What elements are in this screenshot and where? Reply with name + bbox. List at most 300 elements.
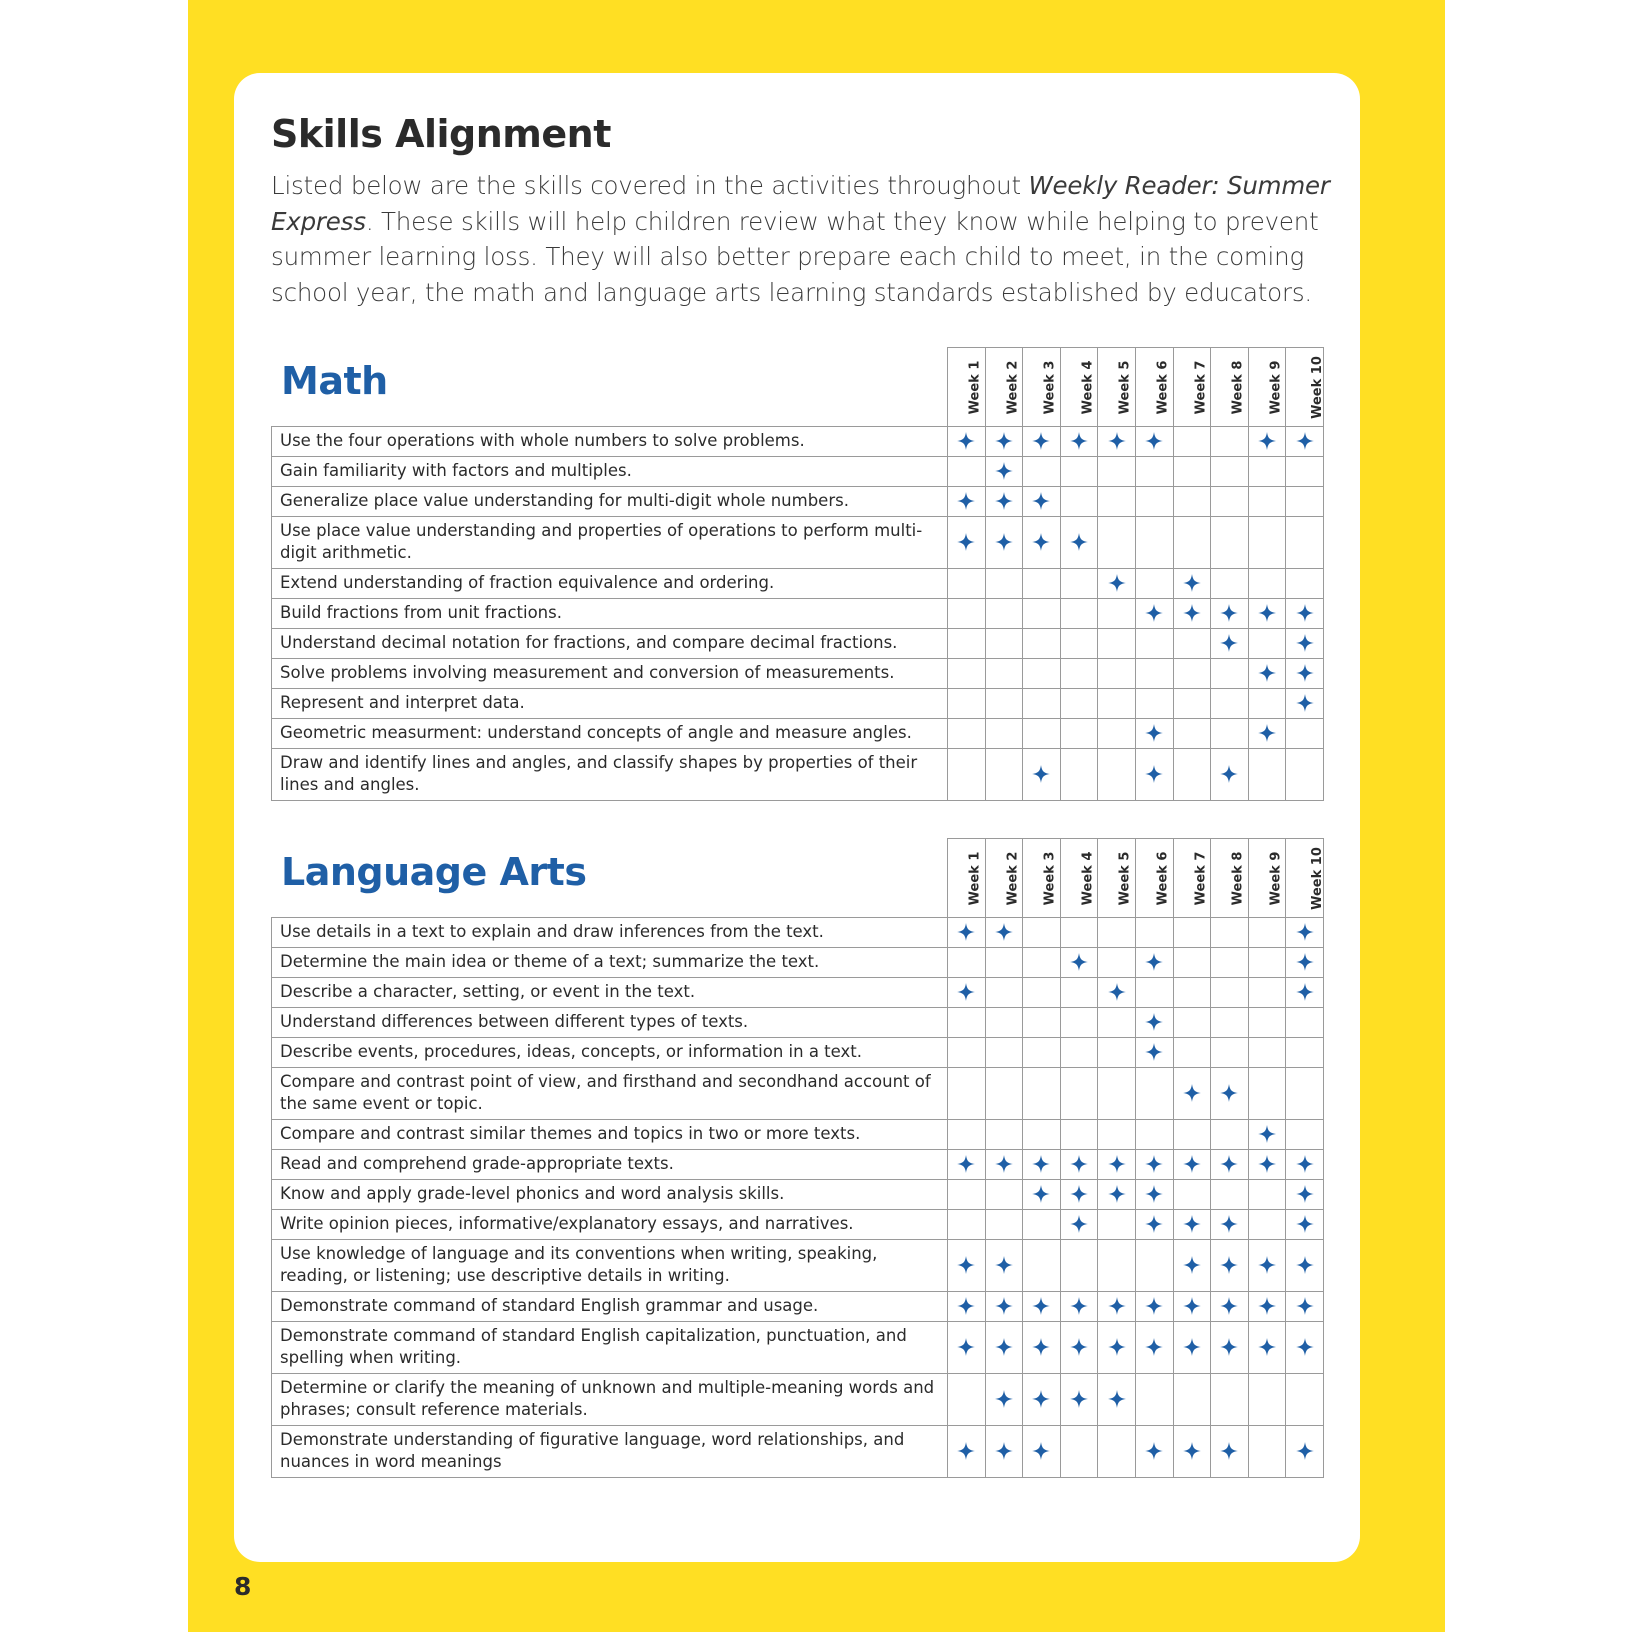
four-point-star-icon [995,1297,1013,1315]
week-10-cell [1286,1240,1324,1292]
week-4-cell [1060,487,1098,517]
week-8-cell [1211,1038,1249,1068]
skill-label: Geometric measurment: understand concepts of angle and measure angles. [272,719,948,749]
week-2-cell [985,1068,1023,1120]
four-point-star-icon [1183,574,1201,592]
book-title: Weekly Reader: Summer Express [271,171,1330,236]
four-point-star-icon [1145,1215,1163,1233]
skill-label: Draw and identify lines and angles, and classify shapes by properties of their lines and angles. [272,749,948,801]
skill-label: Determine the main idea or theme of a text; summarize the text. [272,948,948,978]
week-10-cell [1286,1426,1324,1478]
four-point-star-icon [1258,724,1276,742]
week-header-8 [1211,839,1249,918]
week-label: Week 9 [1268,360,1284,415]
week-3-cell [1023,1068,1061,1120]
week-9-cell [1248,1120,1286,1150]
week-10-cell [1286,487,1324,517]
week-4-cell [1060,659,1098,689]
four-point-star-icon [1220,1084,1238,1102]
week-9-cell [1248,1322,1286,1374]
week-6-cell [1135,1120,1173,1150]
skill-row [272,1240,1324,1292]
week-3-cell [1023,1008,1061,1038]
skill-row [272,1120,1324,1150]
week-10-cell [1286,457,1324,487]
skill-row [272,457,1324,487]
week-8-cell [1211,1180,1249,1210]
week-header-9 [1248,839,1286,918]
week-label: Week 6 [1155,851,1171,906]
week-2-cell [985,1180,1023,1210]
week-1-cell [948,719,986,749]
skill-label: Know and apply grade-level phonics and word analysis skills. [272,1180,948,1210]
four-point-star-icon [1258,1155,1276,1173]
skill-row [272,1322,1324,1374]
week-3-cell [1023,517,1061,569]
four-point-star-icon [1032,1390,1050,1408]
week-8-cell [1211,719,1249,749]
week-3-cell [1023,1322,1061,1374]
four-point-star-icon [957,1442,975,1460]
week-header-7 [1173,348,1211,427]
week-2-cell [985,569,1023,599]
week-2-cell [985,457,1023,487]
week-10-cell [1286,689,1324,719]
week-5-cell [1098,1120,1136,1150]
page-number: 8 [234,1572,252,1601]
week-label: Week 1 [967,851,983,906]
week-10-cell [1286,659,1324,689]
week-2-cell [985,1240,1023,1292]
week-1-cell [948,1292,986,1322]
week-9-cell [1248,918,1286,948]
week-2-cell [985,1322,1023,1374]
four-point-star-icon [1070,1390,1088,1408]
week-10-cell [1286,427,1324,457]
week-8-cell [1211,629,1249,659]
week-7-cell [1173,517,1211,569]
skill-row [272,1426,1324,1478]
week-7-cell [1173,749,1211,801]
week-4-cell [1060,427,1098,457]
four-point-star-icon [1145,432,1163,450]
four-point-star-icon [1070,533,1088,551]
week-3-cell [1023,918,1061,948]
week-6-cell [1135,719,1173,749]
week-3-cell [1023,457,1061,487]
week-6-cell [1135,1426,1173,1478]
week-5-cell [1098,1426,1136,1478]
week-label: Week 4 [1080,360,1096,415]
week-2-cell [985,659,1023,689]
skill-row [272,487,1324,517]
week-6-cell [1135,659,1173,689]
week-label: Week 10 [1310,847,1326,910]
week-7-cell [1173,978,1211,1008]
skill-row [272,689,1324,719]
intro-paragraph [271,168,1331,310]
four-point-star-icon [1296,953,1314,971]
week-header-3 [1023,348,1061,427]
week-header-5 [1098,839,1136,918]
week-8-cell [1211,599,1249,629]
week-6-cell [1135,1008,1173,1038]
week-5-cell [1098,1068,1136,1120]
week-3-cell [1023,978,1061,1008]
week-2-cell [985,749,1023,801]
week-8-cell [1211,978,1249,1008]
four-point-star-icon [995,1442,1013,1460]
week-10-cell [1286,978,1324,1008]
week-8-cell [1211,517,1249,569]
four-point-star-icon [995,492,1013,510]
week-9-cell [1248,1008,1286,1038]
skill-label: Demonstrate understanding of figurative language, word relationships, and nuances in word meanings [272,1426,948,1478]
week-5-cell [1098,517,1136,569]
week-1-cell [948,948,986,978]
four-point-star-icon [1296,604,1314,622]
week-3-cell [1023,1292,1061,1322]
week-9-cell [1248,457,1286,487]
math-section [271,347,1326,801]
four-point-star-icon [1032,1297,1050,1315]
week-7-cell [1173,1292,1211,1322]
skill-row [272,1008,1324,1038]
week-4-cell [1060,719,1098,749]
week-2-cell [985,629,1023,659]
week-5-cell [1098,487,1136,517]
four-point-star-icon [1145,1185,1163,1203]
week-4-cell [1060,749,1098,801]
four-point-star-icon [957,983,975,1001]
skill-row [272,719,1324,749]
week-label: Week 8 [1230,360,1246,415]
week-8-cell [1211,1150,1249,1180]
week-6-cell [1135,517,1173,569]
four-point-star-icon [995,1338,1013,1356]
week-5-cell [1098,569,1136,599]
week-8-cell [1211,1426,1249,1478]
week-9-cell [1248,1292,1286,1322]
four-point-star-icon [957,1297,975,1315]
week-5-cell [1098,599,1136,629]
week-8-cell [1211,1292,1249,1322]
four-point-star-icon [1220,1297,1238,1315]
week-8-cell [1211,749,1249,801]
week-header-5 [1098,348,1136,427]
week-5-cell [1098,1150,1136,1180]
four-point-star-icon [957,432,975,450]
week-7-cell [1173,427,1211,457]
four-point-star-icon [1108,1185,1126,1203]
four-point-star-icon [1145,953,1163,971]
week-1-cell [948,1180,986,1210]
week-2-cell [985,1120,1023,1150]
week-6-cell [1135,689,1173,719]
skill-label: Understand differences between different types of texts. [272,1008,948,1038]
four-point-star-icon [1108,432,1126,450]
week-label: Week 2 [1004,360,1020,415]
four-point-star-icon [1296,634,1314,652]
week-5-cell [1098,918,1136,948]
four-point-star-icon [1070,1185,1088,1203]
skill-label: Demonstrate command of standard English capitalization, punctuation, and spelling when writing. [272,1322,948,1374]
week-8-cell [1211,1008,1249,1038]
skill-label: Solve problems involving measurement and conversion of measurements. [272,659,948,689]
week-3-cell [1023,749,1061,801]
week-4-cell [1060,1210,1098,1240]
week-1-cell [948,1322,986,1374]
four-point-star-icon [995,533,1013,551]
week-label: Week 9 [1268,851,1284,906]
week-1-cell [948,1210,986,1240]
week-3-cell [1023,599,1061,629]
week-7-cell [1173,487,1211,517]
skill-label: Describe events, procedures, ideas, concepts, or information in a text. [272,1038,948,1068]
week-header-7 [1173,839,1211,918]
week-1-cell [948,1426,986,1478]
skill-row [272,1292,1324,1322]
week-label: Week 7 [1192,360,1208,415]
week-8-cell [1211,569,1249,599]
week-3-cell [1023,1210,1061,1240]
skill-label: Demonstrate command of standard English grammar and usage. [272,1292,948,1322]
week-6-cell [1135,1322,1173,1374]
four-point-star-icon [1183,1084,1201,1102]
week-1-cell [948,749,986,801]
week-5-cell [1098,1008,1136,1038]
week-6-cell [1135,1038,1173,1068]
skill-label: Extend understanding of fraction equivalence and ordering. [272,569,948,599]
week-10-cell [1286,1210,1324,1240]
week-3-cell [1023,1120,1061,1150]
skill-row [272,427,1324,457]
week-8-cell [1211,948,1249,978]
week-2-cell [985,1210,1023,1240]
four-point-star-icon [1296,983,1314,1001]
week-9-cell [1248,1150,1286,1180]
week-1-cell [948,1068,986,1120]
week-3-cell [1023,659,1061,689]
skill-label: Build fractions from unit fractions. [272,599,948,629]
language-arts-section [271,838,1326,1478]
week-8-cell [1211,1068,1249,1120]
four-point-star-icon [957,923,975,941]
week-10-cell [1286,948,1324,978]
week-4-cell [1060,1150,1098,1180]
four-point-star-icon [1032,1155,1050,1173]
week-label: Week 2 [1004,851,1020,906]
week-10-cell [1286,569,1324,599]
week-9-cell [1248,689,1286,719]
week-9-cell [1248,1038,1286,1068]
week-label: Week 6 [1155,360,1171,415]
week-10-cell [1286,719,1324,749]
skill-label: Compare and contrast point of view, and firsthand and secondhand account of the same event or topic. [272,1068,948,1120]
four-point-star-icon [1032,533,1050,551]
skill-label: Understand decimal notation for fractions, and compare decimal fractions. [272,629,948,659]
week-1-cell [948,599,986,629]
week-6-cell [1135,948,1173,978]
week-label: Week 10 [1310,356,1326,419]
week-5-cell [1098,719,1136,749]
week-6-cell [1135,629,1173,659]
week-7-cell [1173,629,1211,659]
four-point-star-icon [1032,1185,1050,1203]
four-point-star-icon [1296,1215,1314,1233]
four-point-star-icon [957,1256,975,1274]
week-8-cell [1211,487,1249,517]
four-point-star-icon [1296,1256,1314,1274]
week-1-cell [948,457,986,487]
week-6-cell [1135,457,1173,487]
four-point-star-icon [1032,765,1050,783]
week-10-cell [1286,1374,1324,1426]
four-point-star-icon [1220,1442,1238,1460]
week-4-cell [1060,1240,1098,1292]
week-5-cell [1098,1374,1136,1426]
week-1-cell [948,689,986,719]
week-6-cell [1135,1240,1173,1292]
four-point-star-icon [957,533,975,551]
week-2-cell [985,517,1023,569]
four-point-star-icon [1183,1297,1201,1315]
week-6-cell [1135,1180,1173,1210]
week-5-cell [1098,689,1136,719]
week-7-cell [1173,1008,1211,1038]
four-point-star-icon [995,923,1013,941]
week-2-cell [985,1374,1023,1426]
math-skills-table [271,347,1324,801]
week-5-cell [1098,457,1136,487]
week-6-cell [1135,487,1173,517]
four-point-star-icon [1145,724,1163,742]
four-point-star-icon [1296,432,1314,450]
four-point-star-icon [1032,1338,1050,1356]
week-10-cell [1286,1322,1324,1374]
four-point-star-icon [1070,1155,1088,1173]
week-6-cell [1135,749,1173,801]
week-3-cell [1023,1180,1061,1210]
four-point-star-icon [1296,1338,1314,1356]
week-2-cell [985,689,1023,719]
skill-row [272,517,1324,569]
week-4-cell [1060,599,1098,629]
week-7-cell [1173,719,1211,749]
week-6-cell [1135,1068,1173,1120]
week-1-cell [948,978,986,1008]
four-point-star-icon [1145,1297,1163,1315]
week-7-cell [1173,1180,1211,1210]
week-10-cell [1286,918,1324,948]
week-3-cell [1023,1038,1061,1068]
week-8-cell [1211,1322,1249,1374]
week-header-10 [1286,839,1324,918]
week-4-cell [1060,1008,1098,1038]
week-1-cell [948,1150,986,1180]
four-point-star-icon [1032,1442,1050,1460]
week-9-cell [1248,948,1286,978]
week-9-cell [1248,487,1286,517]
week-7-cell [1173,1322,1211,1374]
week-header-1 [948,348,986,427]
four-point-star-icon [957,492,975,510]
week-label: Week 1 [967,360,983,415]
week-7-cell [1173,599,1211,629]
page-title: Skills Alignment [271,112,611,156]
four-point-star-icon [1070,432,1088,450]
skill-row [272,749,1324,801]
four-point-star-icon [995,432,1013,450]
four-point-star-icon [1145,1013,1163,1031]
week-label: Week 7 [1192,851,1208,906]
four-point-star-icon [1032,432,1050,450]
week-7-cell [1173,1240,1211,1292]
week-2-cell [985,1292,1023,1322]
skill-label: Gain familiarity with factors and multiples. [272,457,948,487]
four-point-star-icon [1220,1256,1238,1274]
four-point-star-icon [995,462,1013,480]
week-7-cell [1173,1120,1211,1150]
four-point-star-icon [1145,765,1163,783]
week-5-cell [1098,1038,1136,1068]
week-3-cell [1023,629,1061,659]
week-7-cell [1173,1374,1211,1426]
week-5-cell [1098,659,1136,689]
four-point-star-icon [957,1338,975,1356]
week-8-cell [1211,659,1249,689]
week-4-cell [1060,1292,1098,1322]
skill-label: Use the four operations with whole numbers to solve problems. [272,427,948,457]
week-9-cell [1248,1374,1286,1426]
week-2-cell [985,599,1023,629]
week-5-cell [1098,1180,1136,1210]
skill-label: Describe a character, setting, or event in the text. [272,978,948,1008]
four-point-star-icon [1296,1297,1314,1315]
week-1-cell [948,918,986,948]
four-point-star-icon [995,1256,1013,1274]
four-point-star-icon [1145,1442,1163,1460]
skill-label: Represent and interpret data. [272,689,948,719]
four-point-star-icon [1070,953,1088,971]
four-point-star-icon [1108,1297,1126,1315]
week-7-cell [1173,1150,1211,1180]
week-3-cell [1023,1426,1061,1478]
week-9-cell [1248,1068,1286,1120]
four-point-star-icon [1183,1256,1201,1274]
week-3-cell [1023,487,1061,517]
week-label: Week 4 [1080,851,1096,906]
week-4-cell [1060,948,1098,978]
four-point-star-icon [995,1390,1013,1408]
four-point-star-icon [1296,1442,1314,1460]
four-point-star-icon [1220,1155,1238,1173]
week-5-cell [1098,1322,1136,1374]
week-9-cell [1248,569,1286,599]
four-point-star-icon [1108,1338,1126,1356]
four-point-star-icon [1070,1297,1088,1315]
week-1-cell [948,659,986,689]
week-9-cell [1248,517,1286,569]
section-title: Math [281,359,388,403]
four-point-star-icon [1183,1215,1201,1233]
intro-text-part1: Listed below are the skills covered in the activities throughout [271,171,1029,200]
four-point-star-icon [1296,923,1314,941]
week-5-cell [1098,629,1136,659]
week-10-cell [1286,599,1324,629]
week-10-cell [1286,629,1324,659]
week-header-6 [1135,839,1173,918]
